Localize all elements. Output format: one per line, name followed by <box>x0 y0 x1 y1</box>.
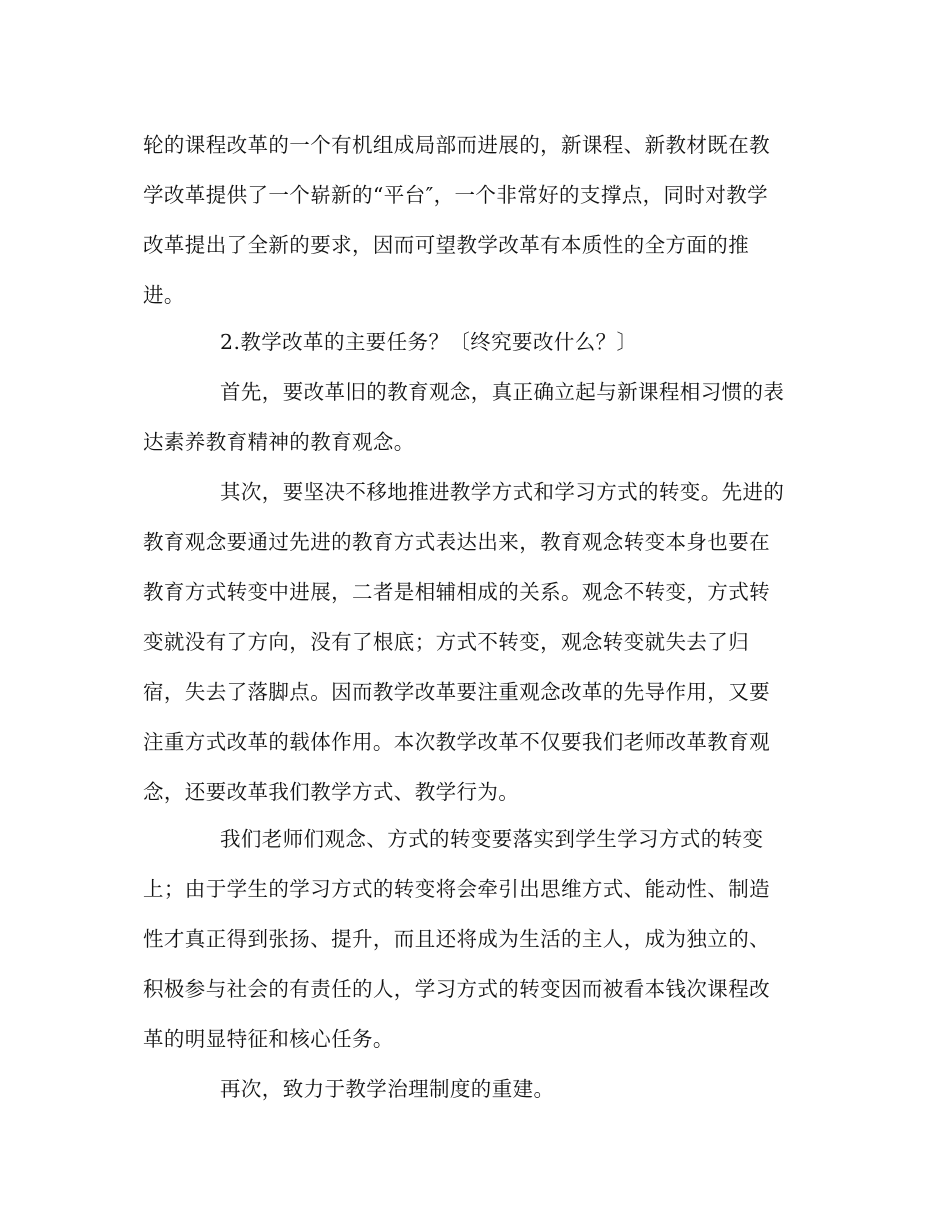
paragraph-line: 其次，要坚决不移地推进教学方式和学习方式的转变。先进的 <box>220 480 785 504</box>
paragraph-line: 革的明显特征和核心任务。 <box>143 1027 394 1051</box>
paragraph-line: 宿，失去了落脚点。因而教学改革要注重观念改革的先导作用，又要 <box>143 680 770 704</box>
paragraph-line: 改革提出了全新的要求，因而可望教学改革有本质性的全方面的推 <box>143 233 750 257</box>
paragraph-line: 轮的课程改革的一个有机组成局部而进展的，新课程、新教材既在教 <box>143 133 770 157</box>
paragraph-line: 再次，致力于教学治理制度的重建。 <box>220 1077 555 1101</box>
paragraph-line: 进。 <box>143 283 185 307</box>
paragraph-line: 达素养教育精神的教育观念。 <box>143 430 415 454</box>
paragraph-line: 上；由于学生的学习方式的转变将会牵引出思维方式、能动性、制造 <box>143 877 770 901</box>
paragraph-line: 积极参与社会的有责任的人，学习方式的转变因而被看本钱次课程改 <box>143 977 770 1001</box>
paragraph-line: 性才真正得到张扬、提升，而且还将成为生活的主人，成为独立的、 <box>143 927 770 951</box>
paragraph-line: 教育观念要通过先进的教育方式表达出来，教育观念转变本身也要在 <box>143 530 770 554</box>
paragraph-line: 变就没有了方向，没有了根底；方式不转变，观念转变就失去了归 <box>143 630 750 654</box>
paragraph-line: 教育方式转变中进展，二者是相辅相成的关系。观念不转变，方式转 <box>143 580 770 604</box>
paragraph-line: 念，还要改革我们教学方式、教学行为。 <box>143 780 520 804</box>
section-heading: 2.教学改革的主要任务？〔终究要改什么？〕 <box>220 330 638 354</box>
paragraph-line: 学改革提供了一个崭新的“平台″，一个非常好的支撑点，同时对教学 <box>143 183 769 207</box>
paragraph-line: 我们老师们观念、方式的转变要落实到学生学习方式的转变 <box>220 827 764 851</box>
paragraph-line: 首先，要改革旧的教育观念，真正确立起与新课程相习惯的表 <box>220 380 785 404</box>
paragraph-line: 注重方式改革的载体作用。本次教学改革不仅要我们老师改革教育观 <box>143 730 770 754</box>
